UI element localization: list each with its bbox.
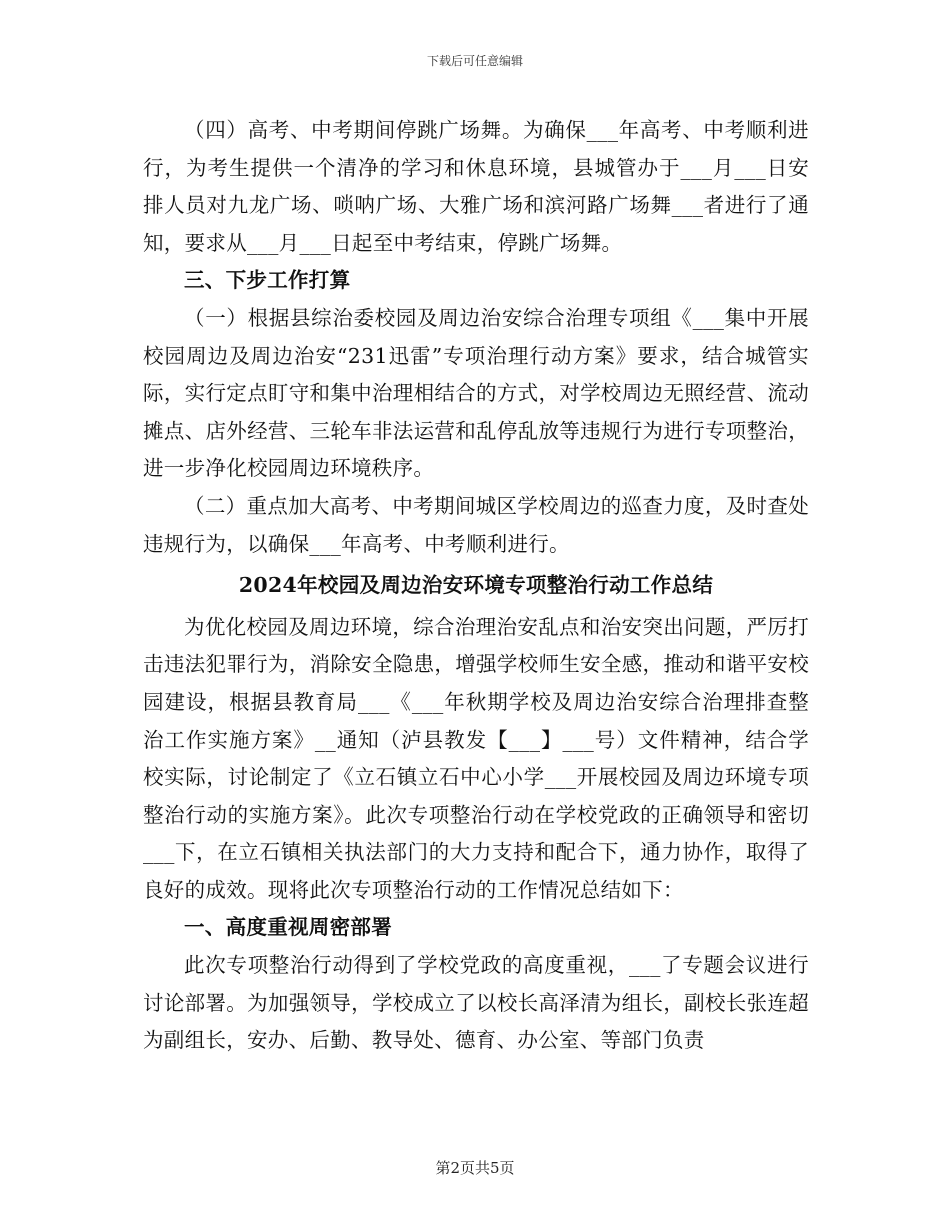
section-heading-deployment: 一、高度重视周密部署 xyxy=(184,915,392,940)
paragraph-next-step-two: （二）重点加大高考、中考期间城区学校周边的巡查力度，及时查处违规行为，以确保___年高考、中考顺利进行。 xyxy=(143,493,809,556)
document-body xyxy=(143,112,809,1060)
paragraph-introduction: 为优化校园及周边环境，综合治理治安乱点和治安突出问题，严厉打击违法犯罪行为，消除安全隐患，增强学校师生安全感，推动和谐平安校园建设，根据县教育局___《___年秋期学校及周边治安综合治理排查整治工作实施方案》__通知（泸县教发【___】___号）文件精神，结合学校实际，讨论制定了《立石镇立石中心小学___开展校园及周边环境专项整治行动的实施方案》。此次专项整治行动在学校党政的正确领导和密切___下，在立石镇相关执法部门的大力支持和配合下，通力协作，取得了良好的成效。现将此次专项整治行动的工作情况总结如下： xyxy=(143,614,809,902)
section-heading-next-steps: 三、下步工作打算 xyxy=(184,268,351,293)
document-title: 2024年校园及周边治安环境专项整治行动工作总结 xyxy=(238,573,714,598)
paragraph-dance-suspension: （四）高考、中考期间停跳广场舞。为确保___年高考、中考顺利进行，为考生提供一个清净的学习和休息环境，县城管办于___月___日安排人员对九龙广场、唢呐广场、大雅广场和滨河路广场舞___者进行了通知，要求从___月___日起至中考结束，停跳广场舞。 xyxy=(143,118,809,255)
paragraph-next-step-one: （一）根据县综治委校园及周边治安综合治理专项组《___集中开展校园周边及周边治安“231迅雷”专项治理行动方案》要求，结合城管实际，实行定点盯守和集中治理相结合的方式，对学校周边无照经营、流动摊点、店外经营、三轮车非法运营和乱停乱放等违规行为进行专项整治，进一步净化校园周边环境秩序。 xyxy=(143,305,809,481)
page-number: 第2页共5页 xyxy=(435,1159,515,1177)
paragraph-deployment: 此次专项整治行动得到了学校党政的高度重视，___了专题会议进行讨论部署。为加强领导，学校成立了以校长高泽清为组长，副校长张连超为副组长，安办、后勤、教导处、德育、办公室、等部门负责 xyxy=(143,953,809,1053)
page-header: 下载后可任意编辑 xyxy=(426,54,523,68)
